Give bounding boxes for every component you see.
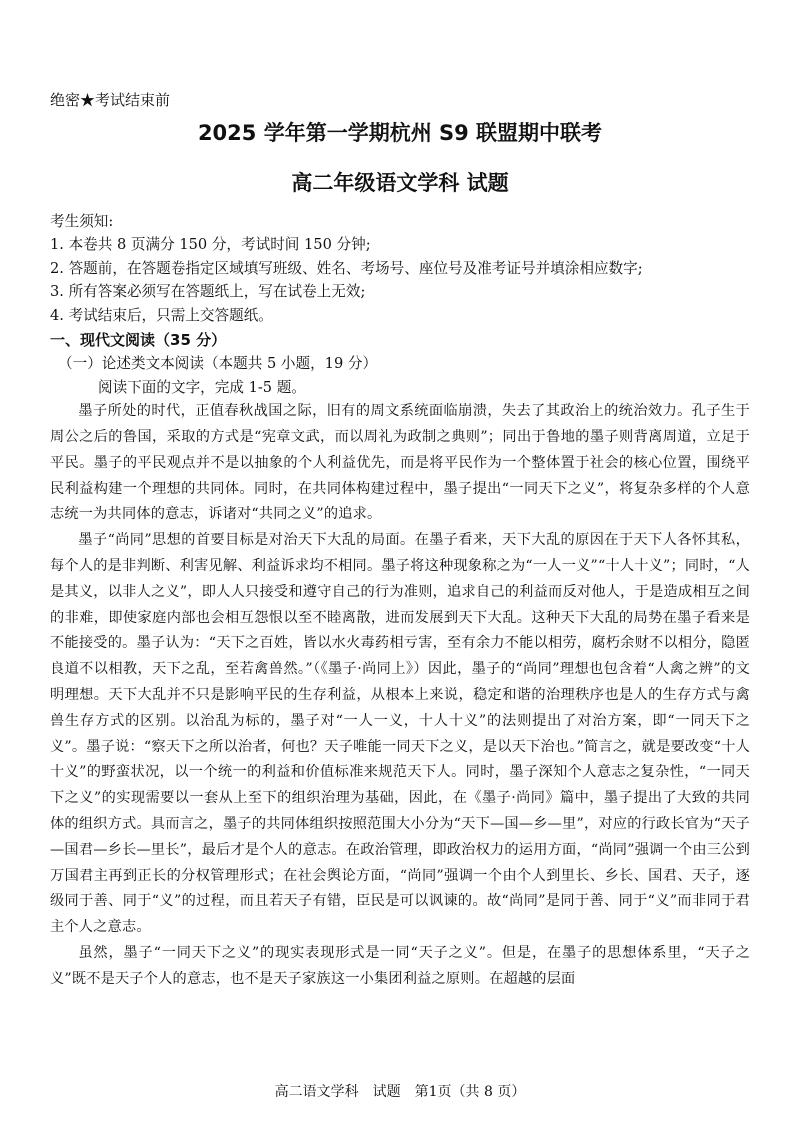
passage-paragraph: 虽然，墨子“一同天下之义”的现实表现形式是一同“天子之义”。但是，在墨子的思想体系里，“天子之义”既不是天子个人的意志，也不是天子家族这一小集团利益之原则。在超越的层面 bbox=[50, 944, 750, 987]
notice-item: 4. 考试结束后，只需上交答题纸。 bbox=[50, 306, 273, 324]
exam-title: 2025 学年第一学期杭州 S9 联盟期中联考 bbox=[197, 121, 603, 145]
section-title: 一、现代文阅读（35 分） bbox=[50, 331, 227, 350]
page-footer: 高二语文学科 试题 第1页（共 8 页） bbox=[274, 1084, 526, 1100]
notice-item: 2. 答题前，在答题卷指定区域填写班级、姓名、考场号、座位号及准考证号并填涂相应数字; bbox=[50, 259, 643, 277]
reading-instruction: 阅读下面的文字，完成 1-5 题。 bbox=[98, 378, 306, 396]
notice-item: 1. 本卷共 8 页满分 150 分，考试时间 150 分钟; bbox=[50, 236, 371, 254]
notice-heading: 考生须知: bbox=[50, 213, 114, 230]
passage-paragraph: 墨子所处的时代，正值春秋战国之际，旧有的周文系统面临崩溃，失去了其政治上的统治效力。孔子生于周公之后的鲁国，采取的方式是“宪章文武，而以周礼为政制之典则”；同出于鲁地的墨子则背离周道，立足于平民。墨子的平民观点并不是以抽象的个人利益优先，而是将平民作为一个整体置于社会的核心位置，围绕平民利益构建一个理想的共同体。同时，在共同体构建过程中，墨子提出“一同天下之义”，将复杂多样的个人意志统一为共同体的意志，诉诸对“共同之义”的追求。 bbox=[50, 403, 750, 523]
exam-subtitle: 高二年级语文学科 试题 bbox=[291, 171, 509, 195]
notice-item: 3. 所有答案必须写在答题纸上，写在试卷上无效; bbox=[50, 283, 366, 301]
subsection-title: （一）论述类文本阅读（本题共 5 小题，19 分） bbox=[58, 355, 378, 373]
passage-paragraph: 墨子“尚同”思想的首要目标是对治天下大乱的局面。在墨子看来，天下大乱的原因在于天下人各怀其私，每个人的是非判断、利害见解、利益诉求均不相同。墨子将这种现象称之为“一人一义”“十人十义”；同时，“人是其义，以非人之义”，即人人只接受和遵守自己的行为准则，追求自己的利益而反对他人，于是造成相互之间的非难，即使家庭内部也会相互怨恨以至不睦离散，进而发展到天下大乱。这种天下大乱的局势在墨子看来是不能接受的。墨子认为：“天下之百姓，皆以水火毒药相亏害，至有余力不能以相劳，腐朽余财不以相分，隐匿良道不以相教，天下之乱，至若禽兽然。”（《墨子·尚同上》）因此，墨子的“尚同”理想也包含着“人禽之辨”的文明理想。天下大乱并不只是影响平民的生存利益，从根本上来说，稳定和谐的治理秩序也是人的生存方式与禽兽生存方式的区别。以治乱为标的，墨子对“一人一义，十人十义”的法则提出了对治方案，即“一同天下之义”。墨子说：“察天下之所以治者，何也？天子唯能一同天下之义，是以天下治也。”简言之，就是要改变“十人十义”的野蛮状况，以一个统一的利益和价值标准来规范天下人。同时，墨子深知个人意志之复杂性，“一同天下之义”的实现需要以一套从上至下的组织治理为基础，因此，在《墨子·尚同》篇中，墨子提出了大致的共同体的组织方式。具而言之，墨子的共同体组织按照范围大小分为“天下—国—乡—里”，对应的行政长官为“天子—国君—乡长—里长”，最后才是个人的意志。在政治管理，即政治权力的运用方面，“尚同”强调一个由三公到万国君主再到正长的分权管理形式；在社会舆论方面，“尚同”强调一个由个人到里长、乡长、国君、天子，逐级同于善、同于“义”的过程，而且若天子有错，臣民是可以讽谏的。故“尚同”是同于善、同于“义”而非同于君主个人之意志。 bbox=[50, 532, 750, 936]
confidential-mark: 绝密★考试结束前 bbox=[50, 91, 171, 109]
exam-body bbox=[50, 210, 750, 993]
